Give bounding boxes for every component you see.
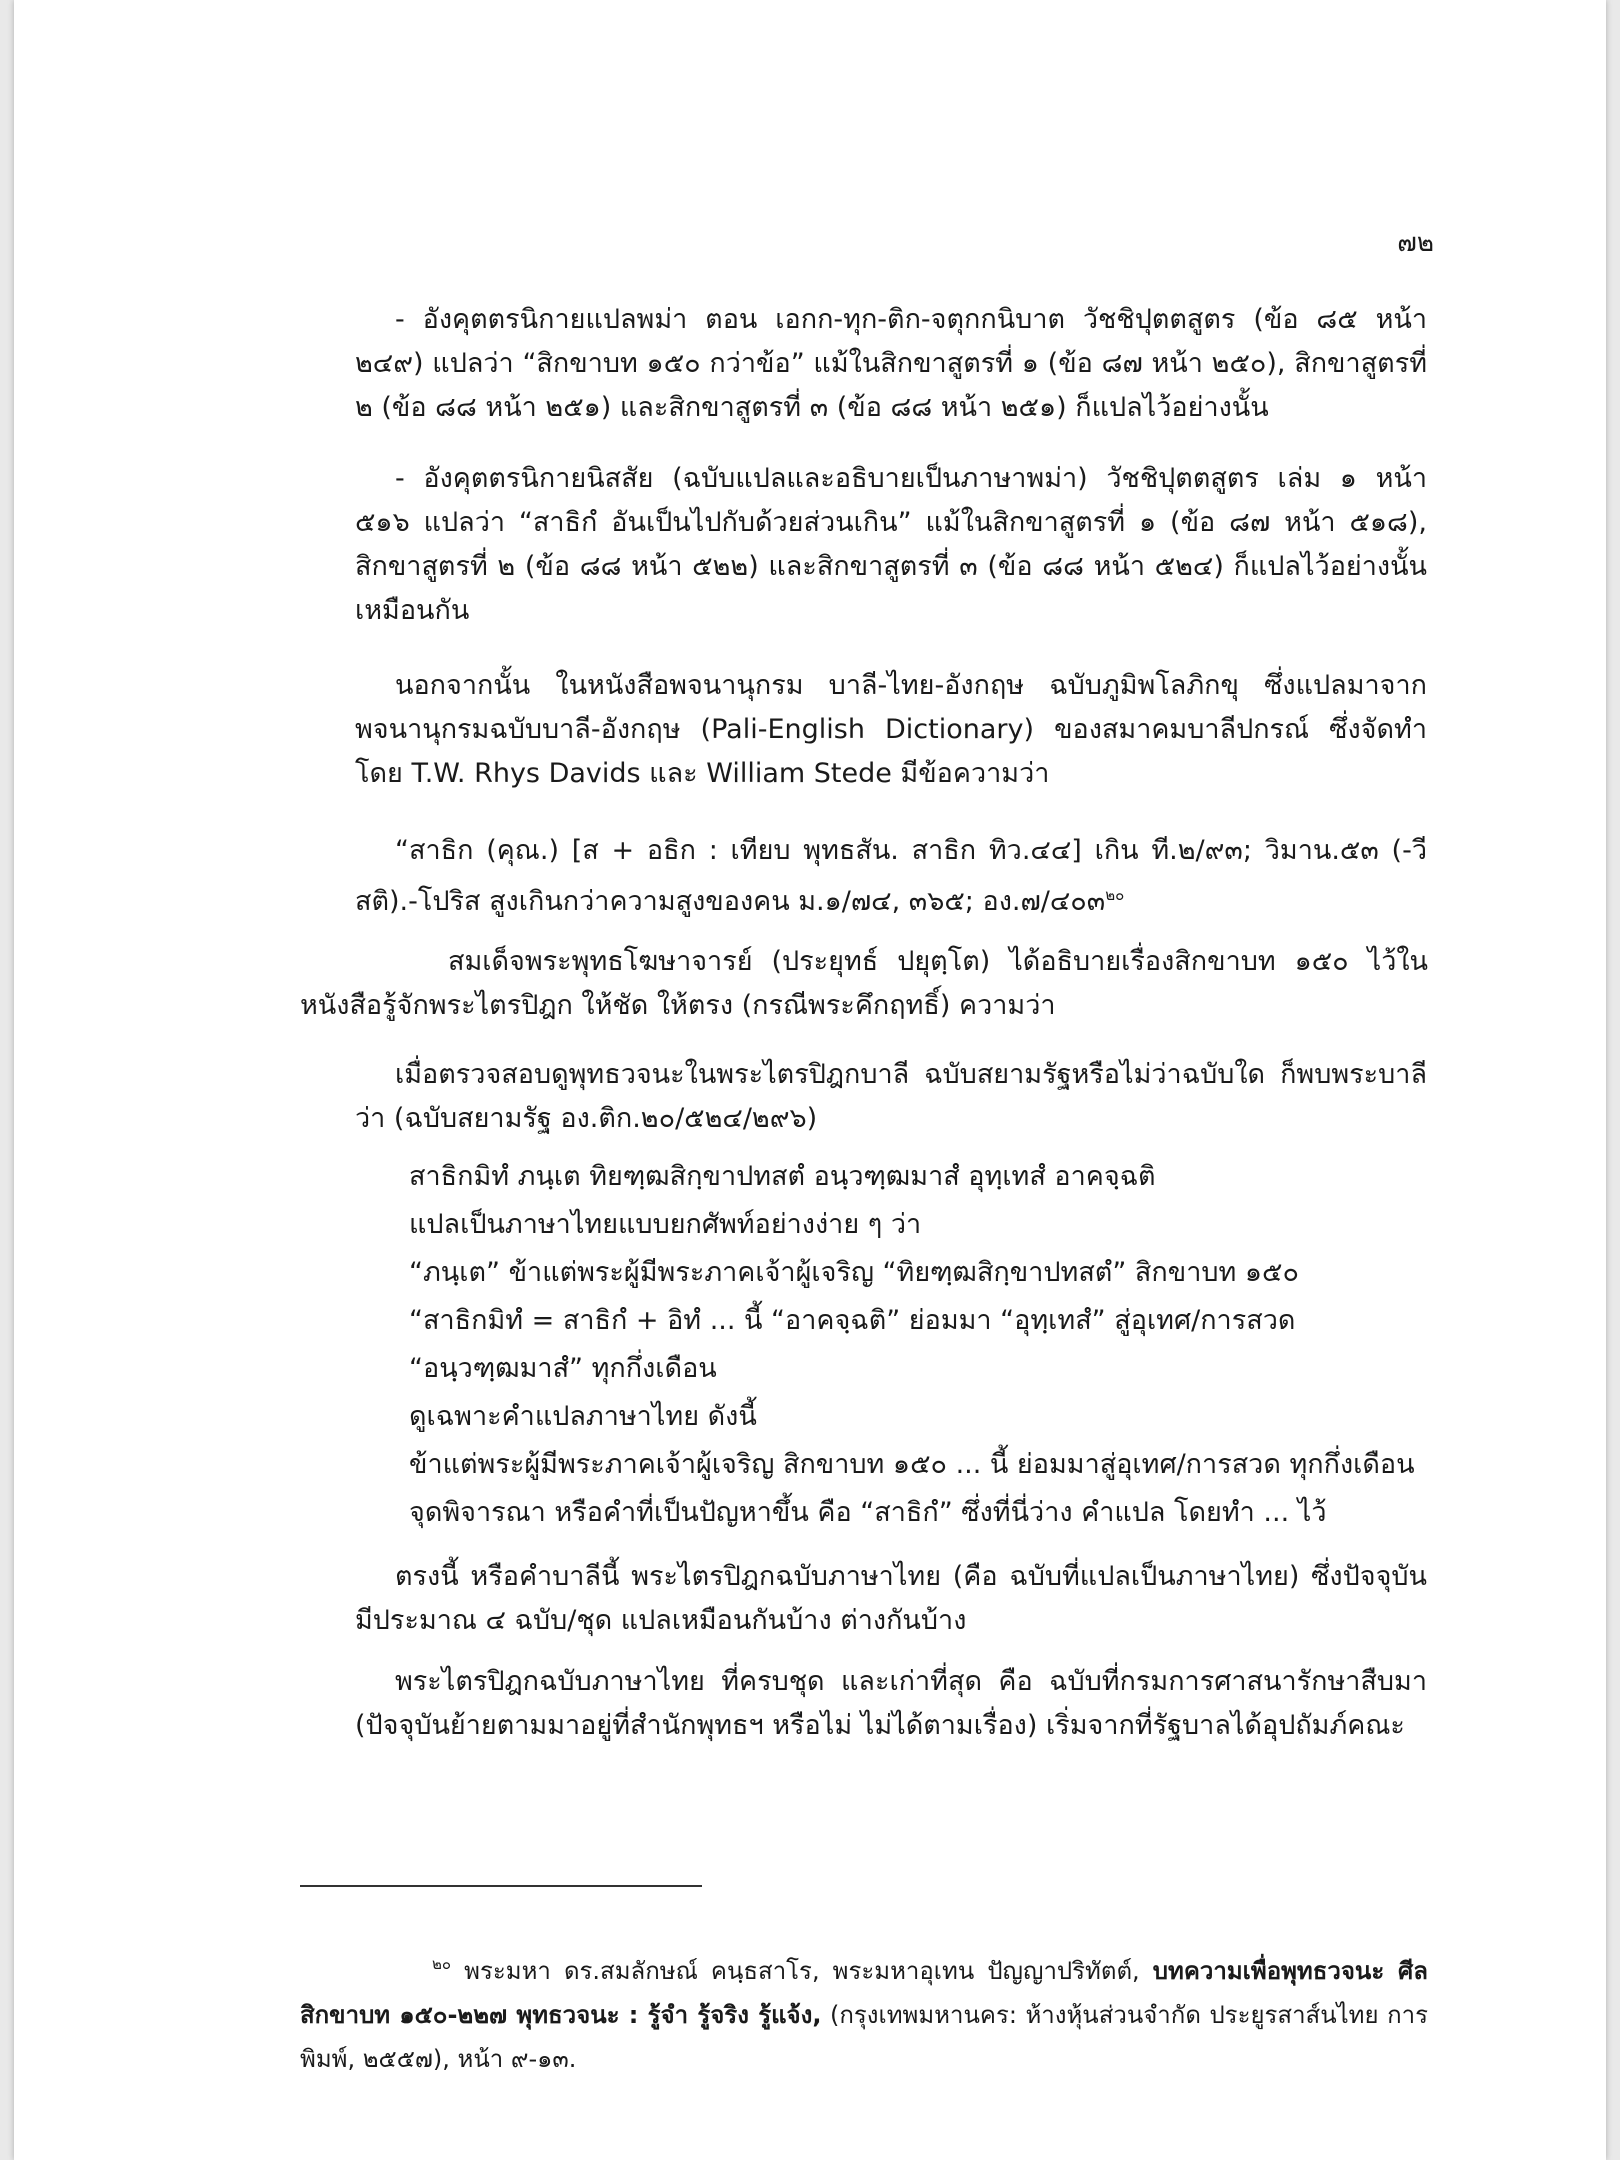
footnote-title: บทความเพื่อพุทธวจนะ ศีล สิกขาบท ๑๕๐-๒๒๗ พุทธวจนะ : รู้จำ รู้จริง รู้แจ้ง, bbox=[300, 1957, 1428, 2029]
paragraph-dictionary-quote bbox=[355, 829, 1427, 924]
consideration-point-line: จุดพิจารณา หรือคำที่เป็นปัญหาขึ้น คือ “สาธิกํ” ซึ่งที่นี่ว่าง คำแปล โดยทำ ... ไว้ bbox=[409, 1497, 1327, 1528]
footnote-separator bbox=[300, 1885, 702, 1887]
paragraph-thai-editions: ตรงนี้ หรือคำบาลีนี้ พระไตรปิฎกฉบับภาษาไทย (คือ ฉบับที่แปลเป็นภาษาไทย) ซึ่งปัจจุบันมีประมาณ ๔ ฉบับ/ชุด แปลเหมือนกันบ้าง ต่างกันบ้าง bbox=[355, 1561, 1427, 1636]
paragraph-pali-check: เมื่อตรวจสอบดูพุทธวจนะในพระไตรปิฎกบาลี ฉบับสยามรัฐหรือไม่ว่าฉบับใด ก็พบพระบาลีว่า (ฉบับสยามรัฐ อง.ติก.๒๐/๕๒๔/๒๙๖) bbox=[355, 1059, 1427, 1134]
footnote-marker: ๒๐ bbox=[432, 1955, 452, 1973]
translation-intro-line: แปลเป็นภาษาไทยแบบยกศัพท์อย่างง่าย ๆ ว่า bbox=[409, 1209, 922, 1240]
document-page bbox=[14, 0, 1606, 2160]
pali-verse-line: สาธิกมิทํ ภนฺเต ทิยฑฺฒสิกฺขาปทสตํ อนฺวฑฺฒมาสํ อุทฺเทสํ อาคจฺฉติ bbox=[409, 1161, 1156, 1192]
dictionary-quote-text: “สาธิก (คุณ.) [ส + อธิก : เทียบ พุทธสัน. สาธิก ทิว.๔๔] เกิน ที.๒/๙๓; วิมาน.๕๓ (-วีสติ).-โปริส สูงเกินกว่าความสูงของคน ม.๑/๗๔, ๓๖๕; อง.๗/๔๐๓ bbox=[355, 835, 1427, 917]
word-translation-line-2: “สาธิกมิทํ = สาธิกํ + อิทํ ... นี้ “อาคจฺฉติ” ย่อมมา “อุทฺเทสํ” สู่อุเทศ/การสวด bbox=[409, 1305, 1296, 1336]
footnote-reference: ๒๐ bbox=[1105, 886, 1125, 904]
word-translation-line-1: “ภนฺเต” ข้าแต่พระผู้มีพระภาคเจ้าผู้เจริญ “ทิยฑฺฒสิกฺขาปทสตํ” สิกขาบท ๑๕๐ bbox=[409, 1257, 1299, 1288]
footnote-publication: (กรุงเทพมหานคร: ห้างหุ้นส่วนจำกัด ประยูรสาส์นไทย การพิมพ์, ๒๕๕๗), หน้า ๙-๑๓. bbox=[300, 2001, 1428, 2073]
paragraph-nissaya-translation: - อังคุตตรนิกายนิสสัย (ฉบับแปลและอธิบายเป็นภาษาพม่า) วัชชิปุตตสูตร เล่ม ๑ หน้า ๕๑๖ แปลว่า “สาธิกํ อันเป็นไปกับด้วยส่วนเกิน” แม้ในสิกขาสูตรที่ ๑ (ข้อ ๘๗ หน้า ๕๑๘), สิกขาสูตรที่ ๒ (ข้อ ๘๘ หน้า ๕๒๒) และสิกขาสูตรที่ ๓ (ข้อ ๘๘ หน้า ๕๒๔) ก็แปลไว้อย่างนั้นเหมือนกัน bbox=[355, 463, 1427, 626]
footnote bbox=[300, 1942, 1428, 2081]
footnote-authors: พระมหา ดร.สมลักษณ์ คนฺธสาโร, พระมหาอุเทน ปัญญาปริทัตต์, bbox=[464, 1957, 1140, 1985]
word-translation-line-3: “อนฺวฑฺฒมาสํ” ทุกกึ่งเดือน bbox=[409, 1353, 717, 1384]
paragraph-burmese-translation: - อังคุตตรนิกายแปลพม่า ตอน เอกก-ทุก-ติก-จตุกกนิบาต วัชชิปุตตสูตร (ข้อ ๘๕ หน้า ๒๔๙) แปลว่า “สิกขาบท ๑๕๐ กว่าข้อ” แม้ในสิกขาสูตรที่ ๑ (ข้อ ๘๗ หน้า ๒๕๐), สิกขาสูตรที่ ๒ (ข้อ ๘๘ หน้า ๒๕๑) และสิกขาสูตรที่ ๓ (ข้อ ๘๘ หน้า ๒๕๑) ก็แปลไว้อย่างนั้น bbox=[355, 304, 1427, 423]
page-number: ๗๒ bbox=[1397, 228, 1434, 258]
paragraph-oldest-edition: พระไตรปิฎกฉบับภาษาไทย ที่ครบชุด และเก่าที่สุด คือ ฉบับที่กรมการศาสนารักษาสืบมา (ปัจจุบันย้ายตามมาอยู่ที่สำนักพุทธฯ หรือไม่ ไม่ได้ตามเรื่อง) เริ่มจากที่รัฐบาลได้อุปถัมภ์คณะ bbox=[355, 1666, 1427, 1741]
paragraph-dictionary-intro: นอกจากนั้น ในหนังสือพจนานุกรม บาลี-ไทย-อังกฤษ ฉบับภูมิพโลภิกขุ ซึ่งแปลมาจากพจนานุกรมฉบับบาลี-อังกฤษ (Pali-English Dictionary) ของสมาคมบาลีปกรณ์ ซึ่งจัดทำโดย T.W. Rhys Davids และ William Stede มีข้อความว่า bbox=[355, 670, 1427, 789]
paragraph-explanation-intro: สมเด็จพระพุทธโฆษาจารย์ (ประยุทธ์ ปยุตฺโต) ได้อธิบายเรื่องสิกขาบท ๑๕๐ ไว้ในหนังสือรู้จักพระไตรปิฎก ให้ชัด ให้ตรง (กรณีพระคึกฤทธิ์) ความว่า bbox=[300, 946, 1428, 1021]
thai-translation-line: ข้าแต่พระผู้มีพระภาคเจ้าผู้เจริญ สิกขาบท ๑๕๐ ... นี้ ย่อมมาสู่อุเทศ/การสวด ทุกกึ่งเดือน bbox=[409, 1449, 1415, 1480]
page-content bbox=[14, 0, 1606, 2160]
thai-only-heading-line: ดูเฉพาะคำแปลภาษาไทย ดังนี้ bbox=[409, 1401, 757, 1432]
